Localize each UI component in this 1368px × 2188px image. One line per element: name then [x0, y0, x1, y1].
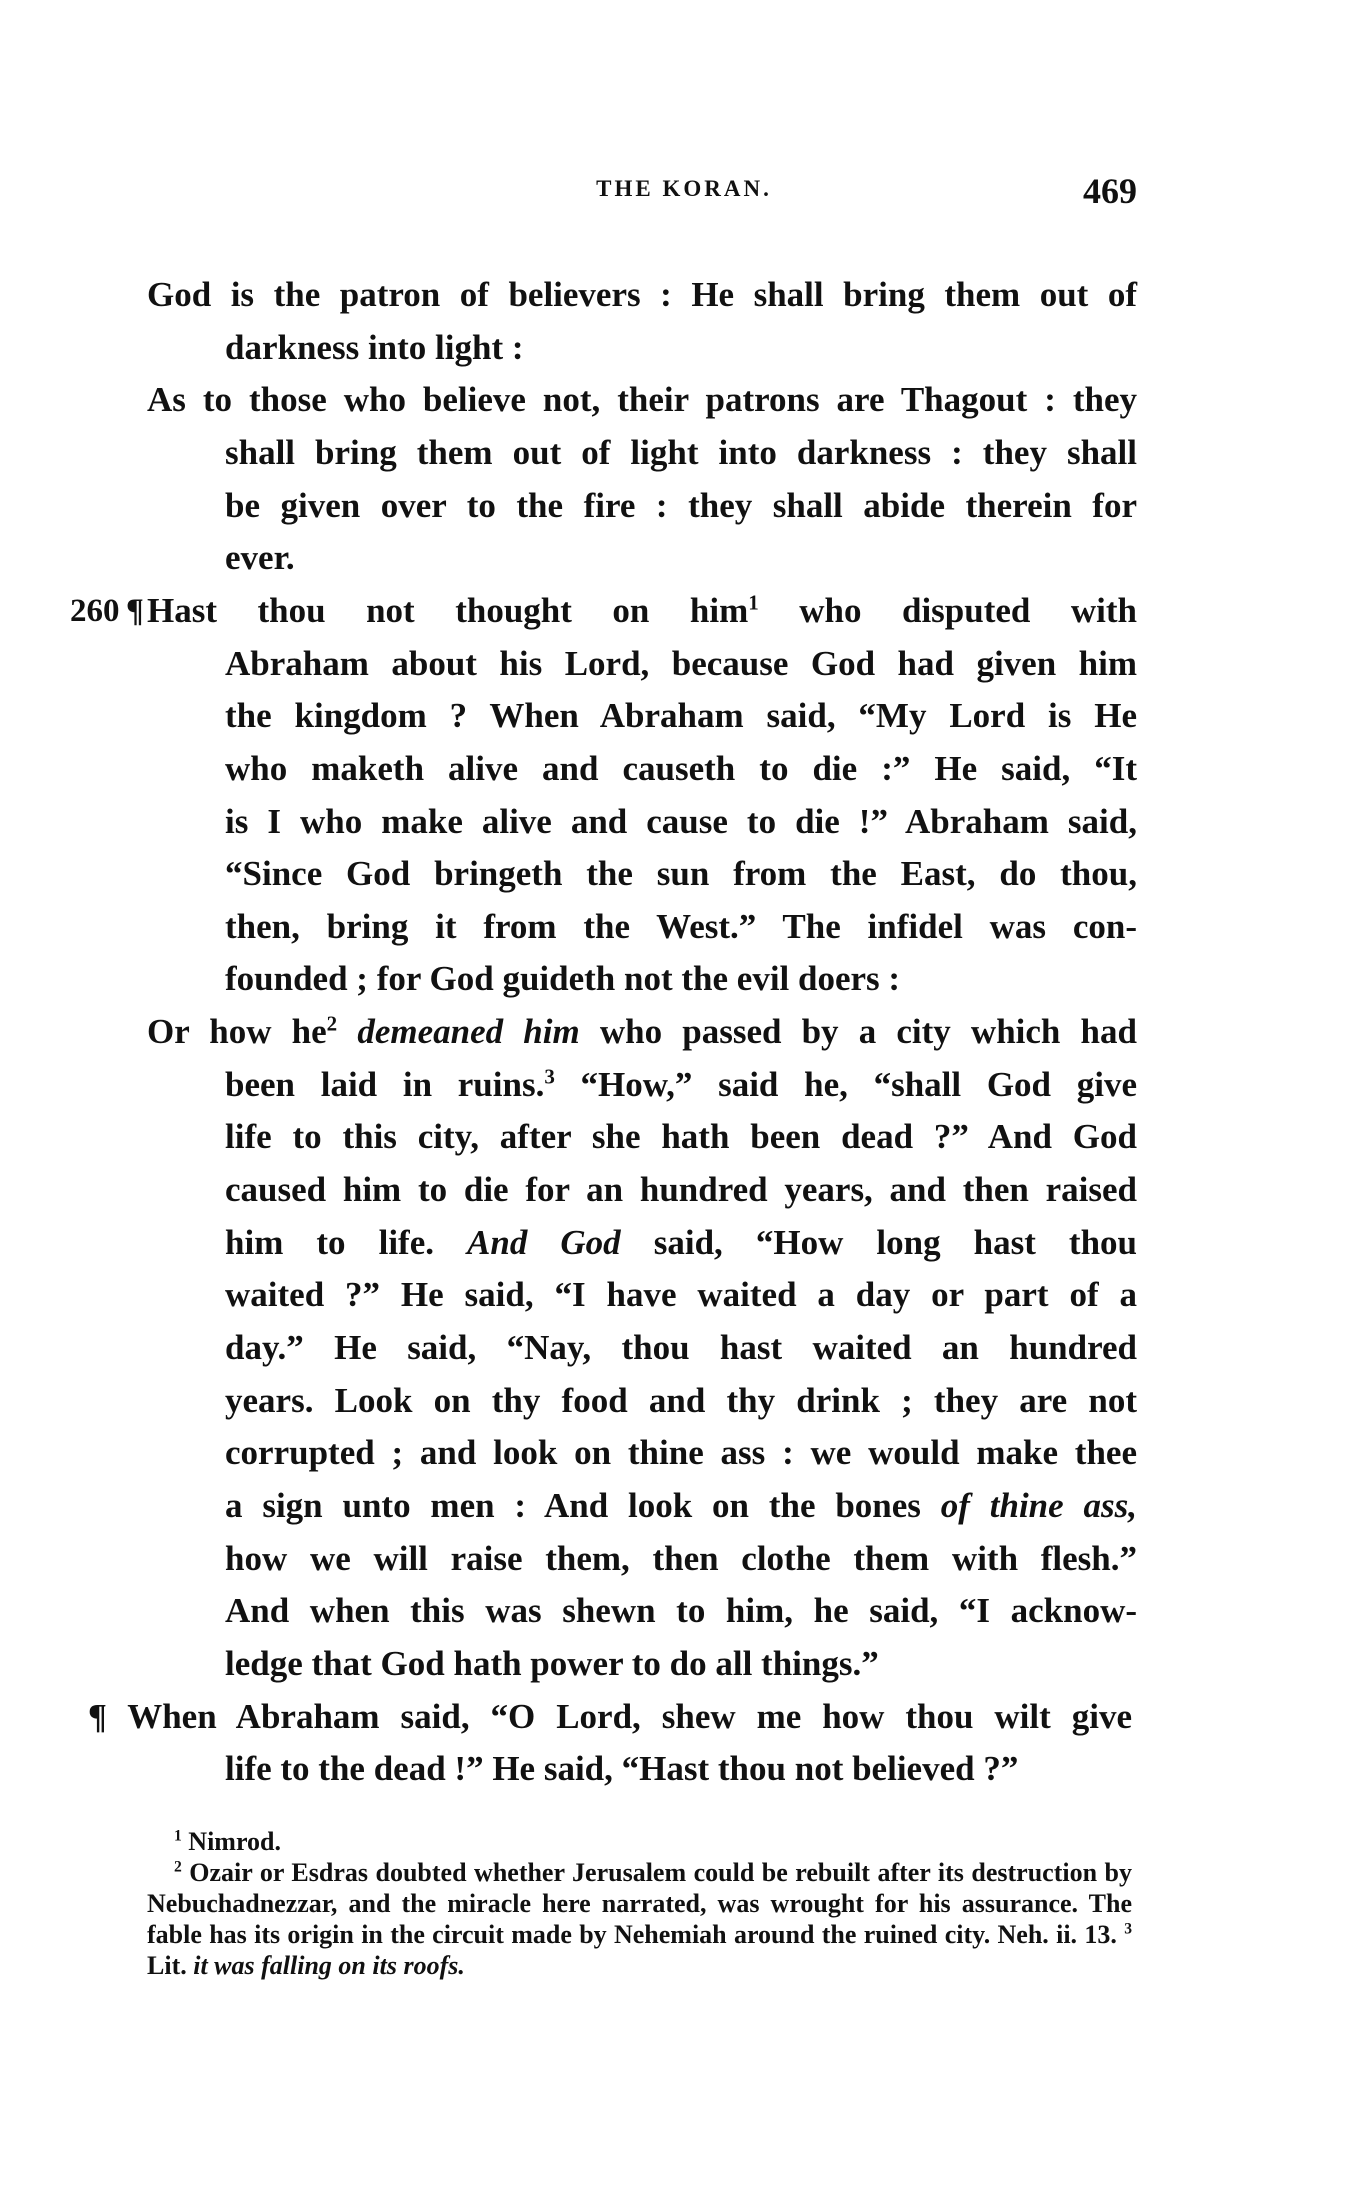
text-run: ledge that God hath power to do all things.” — [225, 1643, 879, 1683]
text-run: him to life. — [225, 1222, 468, 1262]
text-run: who maketh alive and causeth to die :” He said, “It — [225, 748, 1137, 788]
text-run: how we will raise them, then clothe them with flesh.” — [225, 1538, 1137, 1578]
text-run: Hast thou not thought on him — [147, 590, 749, 630]
text-line — [225, 690, 1137, 742]
text-run: the kingdom ? When Abraham said, “My Lord is He — [225, 696, 1137, 736]
text-run: As to those who believe not, their patrons are Thagout : they — [147, 380, 1137, 420]
text-line — [225, 743, 1137, 795]
text-run: darkness into light : — [225, 327, 524, 367]
text-line — [225, 427, 1137, 479]
running-title: THE KORAN. — [596, 176, 772, 201]
text-run: Lit. — [147, 1951, 194, 1980]
text-run: ever. — [225, 538, 295, 578]
text-run: waited ?” He said, “I have waited a day or part of a — [225, 1275, 1137, 1315]
text-line — [225, 848, 1137, 900]
text-line — [225, 532, 1137, 584]
text-run: said, “How long hast thou — [620, 1222, 1138, 1262]
text-run: life to this city, after she hath been dead ?” And God — [225, 1117, 1137, 1157]
text-run: founded ; for God guideth not the evil doers : — [225, 959, 901, 999]
footnotes — [147, 1826, 1132, 1981]
text-line — [225, 1638, 1137, 1690]
text-run: who disputed with — [758, 590, 1137, 630]
text-run — [337, 1012, 357, 1051]
footnote-mark: 2 — [174, 1858, 182, 1876]
text-line — [225, 1059, 1137, 1111]
text-run: shall bring them out of light into darkness : they shall — [225, 432, 1137, 472]
text-line — [225, 1111, 1137, 1163]
text-run: years. Look on thy food and thy drink ; they are not — [225, 1380, 1137, 1420]
text-line — [225, 1164, 1137, 1216]
text-run: Ozair or Esdras doubted whether Jerusalem could be rebuilt after its destruction by Nebuchadnezzar, and the miracle here narrated, was wrought for his assurance. The fable has its origin in the circuit made by Nehemiah around the ruined city. Neh. ii. 13. — [147, 1858, 1132, 1949]
text-line — [225, 1585, 1137, 1637]
text-run: Nimrod. — [188, 1827, 281, 1856]
footnote — [147, 1826, 1132, 1857]
text-line — [147, 269, 1137, 321]
footnote-ref: 2 — [326, 1011, 338, 1036]
text-run: then, bring it from the West.” The infidel was con- — [225, 906, 1137, 946]
text-line — [225, 638, 1137, 690]
italic-text: demeaned him — [357, 1012, 580, 1052]
text-line — [225, 480, 1137, 532]
text-run: corrupted ; and look on thine ass : we would make thee — [225, 1433, 1137, 1473]
text-line — [225, 901, 1137, 953]
text-run: day.” He said, “Nay, thou hast waited an hundred — [225, 1328, 1137, 1367]
text-run: ¶ When Abraham said, “O Lord, shew me how thou wilt give — [88, 1696, 1132, 1736]
text-line — [147, 374, 1137, 426]
text-line — [225, 1427, 1137, 1479]
text-run: who passed by a city which had — [579, 1012, 1137, 1052]
text-run: be given over to the fire : they shall abide therein for — [225, 485, 1137, 525]
text-run: Abraham about his Lord, because God had given him — [225, 643, 1137, 683]
text-run: Or how he — [147, 1012, 327, 1052]
text-line — [225, 1533, 1137, 1585]
italic-text: And God — [467, 1222, 621, 1262]
text-line — [225, 1375, 1137, 1427]
text-line — [225, 1217, 1137, 1269]
footnote-ref: 3 — [1124, 1920, 1132, 1938]
text-line — [225, 953, 1137, 1005]
text-line — [225, 796, 1137, 848]
text-line — [88, 1691, 1132, 1743]
text-run: And when this was shewn to him, he said, “I acknow- — [225, 1591, 1137, 1631]
footnote-mark: 1 — [174, 1827, 182, 1845]
pilcrow-mark: ¶ — [126, 592, 144, 629]
footnote-ref: 1 — [748, 590, 759, 615]
text-run: been laid in ruins. — [225, 1064, 545, 1104]
text-line — [147, 585, 1137, 637]
text-line — [225, 1480, 1137, 1532]
text-run: a sign unto men : And look on the bones — [225, 1485, 941, 1525]
italic-text: of thine ass, — [940, 1485, 1138, 1525]
text-line — [225, 1269, 1137, 1321]
text-line — [225, 1743, 1137, 1795]
italic-text: it was falling on its roofs. — [193, 1951, 465, 1980]
text-run: “Since God bringeth the sun from the East, do thou, — [225, 854, 1137, 894]
text-line — [225, 1322, 1137, 1374]
page-number: 469 — [1083, 171, 1137, 211]
verse-number: 260 — [70, 592, 120, 629]
text-run: caused him to die for an hundred years, and then raised — [225, 1170, 1137, 1210]
text-line — [225, 322, 1137, 374]
text-line — [147, 1006, 1137, 1058]
footnote — [147, 1857, 1132, 1981]
text-run: God is the patron of believers : He shall bring them out of — [147, 275, 1137, 314]
text-run: is I who make alive and cause to die !” Abraham said, — [225, 801, 1137, 841]
footnote-ref: 3 — [544, 1064, 555, 1089]
text-run: “How,” said he, “shall God give — [554, 1064, 1137, 1104]
text-run: life to the dead !” He said, “Hast thou not believed ?” — [225, 1749, 1019, 1789]
